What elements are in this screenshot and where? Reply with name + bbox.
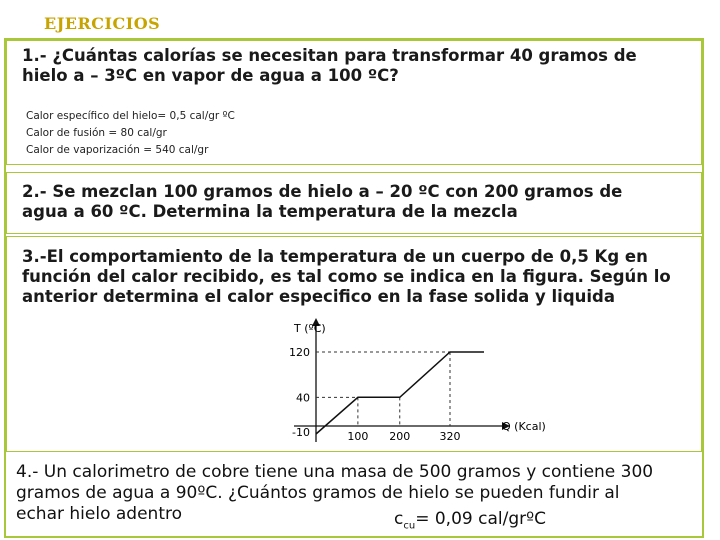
question-2-text — [22, 182, 622, 222]
question-3-text — [22, 247, 671, 307]
heat-of-vaporization: Calor de vaporización = 540 cal/gr — [26, 144, 209, 156]
question-4-line: echar hielo adentro — [16, 504, 182, 524]
y-tick-label: 40 — [296, 391, 310, 405]
x-tick-label: 100 — [347, 430, 369, 443]
page-title: EJERCICIOS — [44, 14, 161, 33]
question-1-line: hielo a – 3ºC en vapor de agua a 100 ºC? — [22, 66, 399, 85]
question-1-data — [26, 108, 235, 159]
x-axis-label: Q (Kcal) — [502, 420, 546, 433]
question-3-line: 3.-El comportamiento de la temperatura de un cuerpo de 0,5 Kg en — [22, 247, 648, 266]
question-4-line: 4.- Un calorimetro de cobre tiene una masa de 500 gramos y contiene 300 — [16, 462, 654, 482]
temperature-heat-chart — [270, 316, 570, 450]
y-tick-label: -10 — [292, 426, 310, 439]
question-3-line: anterior determina el calor especifico en la fase solida y liquida — [22, 287, 615, 306]
question-3-line: función del calor recibido, es tal como se indica en la figura. Según lo — [22, 267, 671, 286]
copper-specific-heat — [394, 509, 546, 531]
question-4-text — [16, 462, 653, 525]
question-1-text — [22, 46, 637, 86]
x-tick-label: 200 — [389, 430, 411, 443]
question-1-line: 1.- ¿Cuántas calorías se necesitan para transformar 40 gramos de — [22, 46, 637, 65]
y-axis-label: T (ºC) — [294, 322, 326, 335]
formula-symbol: c — [394, 509, 404, 529]
question-2-line: 2.- Se mezclan 100 gramos de hielo a – 20 ºC con 200 gramos de — [22, 182, 623, 201]
y-tick-label: 120 — [289, 346, 310, 359]
formula-value: = 0,09 cal/grºC — [415, 509, 546, 529]
specific-heat-ice: Calor específico del hielo= 0,5 cal/gr ºC — [26, 110, 235, 122]
formula-subscript: cu — [403, 520, 416, 532]
x-tick-label: 320 — [439, 430, 461, 443]
heat-of-fusion: Calor de fusión = 80 cal/gr — [26, 127, 167, 139]
question-4-line: gramos de agua a 90ºC. ¿Cuántos gramos de hielo se pueden fundir al — [16, 483, 620, 503]
question-2-line: agua a 60 ºC. Determina la temperatura de la mezcla — [22, 202, 518, 221]
